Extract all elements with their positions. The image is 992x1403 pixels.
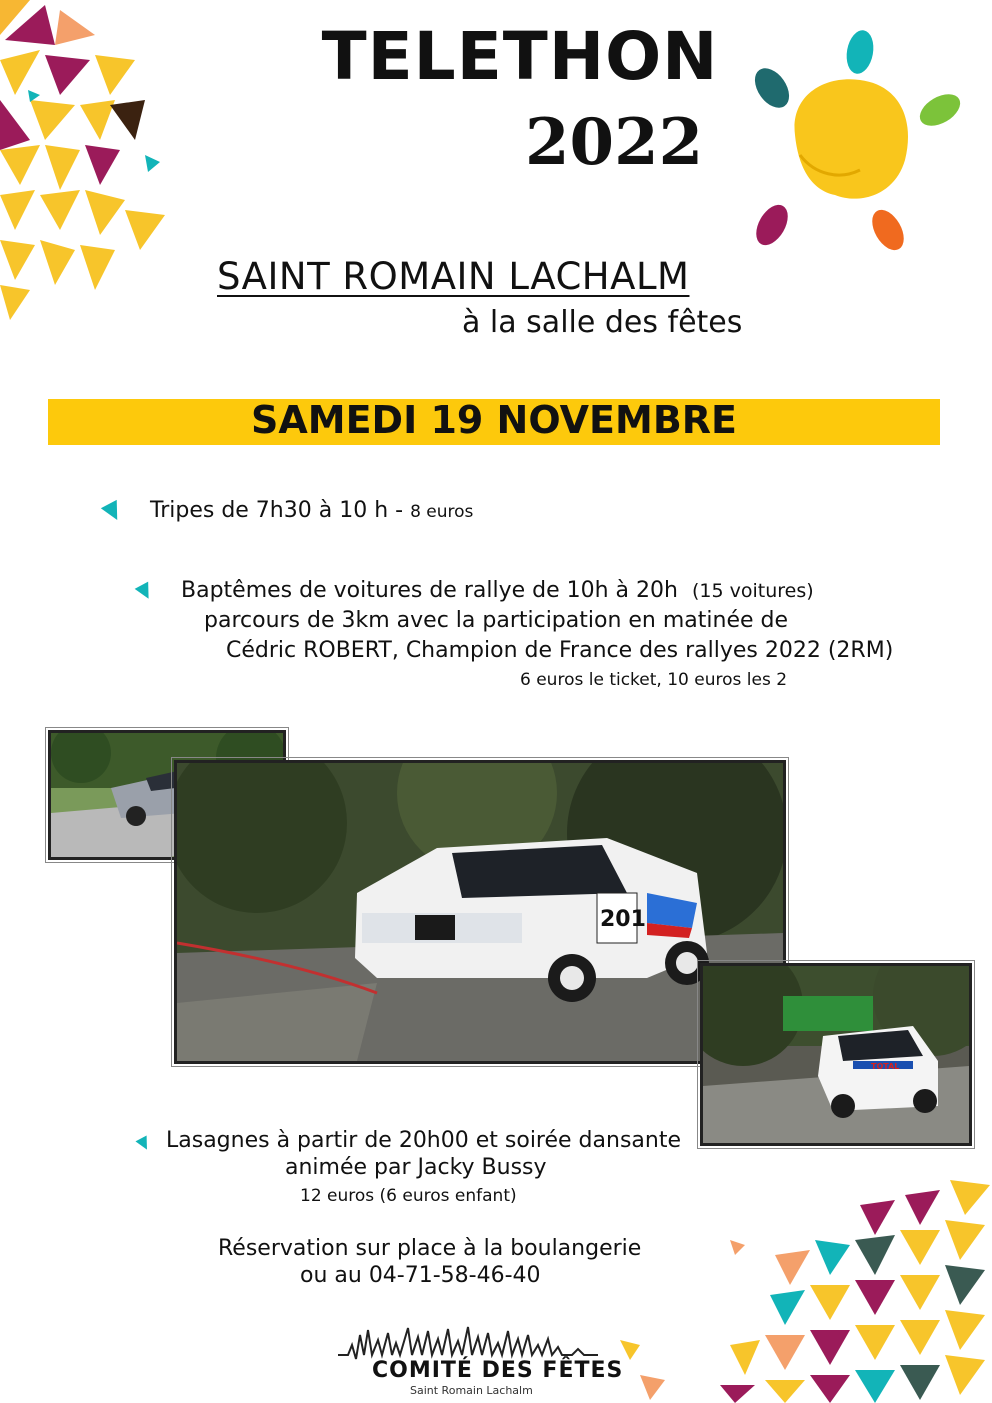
reservation-line2: ou au 04-71-58-46-40 bbox=[300, 1263, 541, 1288]
triangle-bullet-icon bbox=[101, 500, 125, 524]
reservation-line1: Réservation sur place à la boulangerie bbox=[218, 1236, 642, 1261]
car-201-number: 201 bbox=[600, 907, 646, 932]
baptemes-line3: Cédric ROBERT, Champion de France des rallyes 2022 (2RM) bbox=[226, 638, 894, 663]
lasagnes-price: 12 euros (6 euros enfant) bbox=[300, 1186, 517, 1206]
tripes-item bbox=[150, 498, 473, 523]
baptemes-line1 bbox=[181, 578, 814, 603]
comite-logo-sub: Saint Romain Lachalm bbox=[410, 1384, 533, 1397]
triangle-pattern-bottom-right bbox=[620, 1180, 992, 1403]
baptemes-line2: parcours de 3km avec la participation en matinée de bbox=[204, 608, 789, 633]
baptemes-price: 6 euros le ticket, 10 euros les 2 bbox=[520, 670, 788, 690]
venue: à la salle des fêtes bbox=[462, 305, 743, 340]
page-title: TELETHON bbox=[321, 18, 719, 95]
car-total-label: TOTAL bbox=[871, 1062, 900, 1071]
triangle-bullet-icon bbox=[135, 582, 156, 603]
lasagnes-line1: Lasagnes à partir de 20h00 et soirée dansante bbox=[166, 1128, 681, 1153]
triangle-bullet-icon bbox=[135, 1135, 152, 1152]
tripes-price: 8 euros bbox=[410, 502, 474, 522]
baptemes-text: Baptêmes de voitures de rallye de 10h à 20h bbox=[181, 578, 678, 603]
lasagnes-line2: animée par Jacky Bussy bbox=[285, 1155, 547, 1180]
event-year: 2022 bbox=[525, 105, 704, 180]
car-201-photo bbox=[174, 760, 786, 1064]
comite-logo-name: COMITÉ DES FÊTES bbox=[372, 1358, 624, 1383]
town-name: SAINT ROMAIN LACHALM bbox=[217, 255, 690, 298]
tripes-text: Tripes de 7h30 à 10 h - bbox=[150, 498, 411, 523]
car-total-photo bbox=[700, 963, 972, 1146]
event-date: SAMEDI 19 NOVEMBRE bbox=[250, 398, 738, 442]
baptemes-note: (15 voitures) bbox=[691, 580, 814, 602]
